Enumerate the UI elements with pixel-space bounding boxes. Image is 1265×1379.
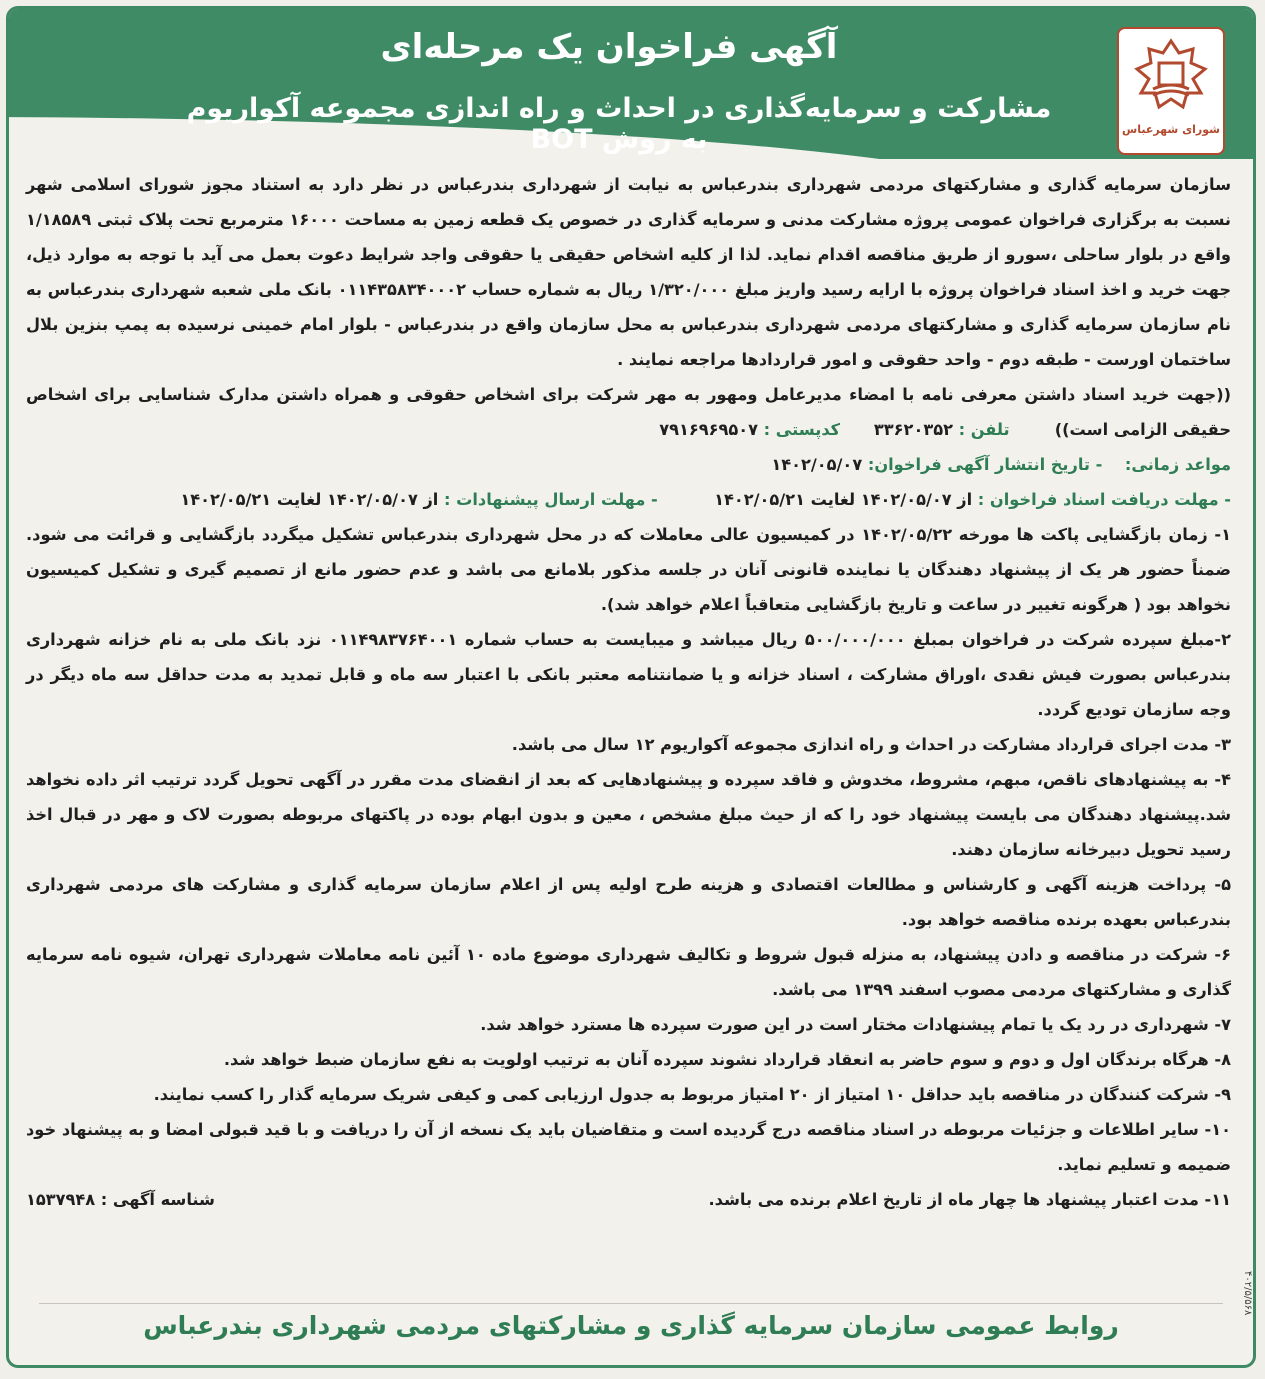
logo-caption: شورای شهرعباس xyxy=(1122,123,1220,136)
condition-item: ۸- هرگاه برندگان اول و دوم و سوم حاضر به انعقاد قرارداد نشوند سپرده آنان به ترتیب اولویت به نفع سازمان ضبط خواهد شد. xyxy=(223,1050,1231,1069)
schedule-block xyxy=(26,447,1231,517)
condition-item: ۹- شرکت کنندگان در مناقصه باید حداقل ۱۰ امتیاز از ۲۰ امتیاز مربوط به جدول ارزیابی کمی و کیفی شریک سرمایه گذار را کسب نمایند. xyxy=(153,1085,1231,1104)
phone-label: تلفن : xyxy=(958,420,1010,439)
submit-deadline-label: - مهلت ارسال پیشنهادات : xyxy=(444,490,658,509)
council-logo xyxy=(1117,27,1225,155)
conditions-list xyxy=(26,517,1231,1217)
postal-label: کدپستی : xyxy=(763,420,841,439)
notice-frame xyxy=(6,6,1256,1368)
publish-date-label: - تاریخ انتشار آگهی فراخوان: xyxy=(867,455,1103,474)
side-code: ۴۰۲/۵/۵۶۸ xyxy=(1242,1271,1253,1316)
condition-item-last: ۱۱- مدت اعتبار پیشنهاد ها چهار ماه از تاریخ اعلام برنده می باشد. xyxy=(708,1190,1231,1209)
condition-item: ۶- شرکت در مناقصه و دادن پیشنهاد، به منزله قبول شروط و تکالیف شهرداری موضوع ماده ۱۰ آئین نامه معاملات شهرداری تهران، شیوه نامه سرمایه گذاری و مشارکتهای مردمی مصوب اسفند ۱۳۹۹ می باشد. xyxy=(26,945,1231,999)
council-emblem-icon xyxy=(1131,37,1211,117)
ad-identifier: شناسه آگهی : ۱۵۳۷۹۴۸ xyxy=(26,1190,215,1209)
condition-item: ۱- زمان بازگشایی پاکت ها مورخه ۱۴۰۲/۰۵/۲۲ در کمیسیون عالی معاملات که در محل شهرداری بندرعباس تشکیل میگردد بازگشایی و قرائت می شود. ضمناً حضور هر یک از پیشنهاد دهندگان یا نماینده قانونی آنان در جلسه مذکور بلامانع می باشد و عدم حضور مانع از تصمیم گیری و تشکیل کمیسیون نخواهد بود ( هرگونه تغییر در ساعت و تاریخ بازگشایی متعاقباً اعلام خواهد شد). xyxy=(26,525,1231,614)
footer-divider xyxy=(39,1303,1223,1304)
phone-value: ۳۳۶۲۰۳۵۲ xyxy=(873,420,953,439)
condition-item: ۱۰- سایر اطلاعات و جزئیات مربوطه در اسناد مناقصه درج گردیده است و متقاضیان باید یک نسخه از آن را دریافت و با قید قبولی امضا و به پیشنهاد خود ضمیمه و تسلیم نماید. xyxy=(26,1120,1231,1174)
schedule-line-1 xyxy=(26,447,1231,482)
publish-date-value: ۱۴۰۲/۰۵/۰۷ xyxy=(771,455,863,474)
condition-item: ۴- به پیشنهادهای ناقص، مبهم، مشروط، مخدوش و فاقد سپرده و پیشنهادهایی که بعد از انقضای مدت مقرر در آگهی تحویل گردد ترتیب اثر داده نخواهد شد.پیشنهاد دهندگان می بایست پیشنهاد خود را که از حیث مبلغ مشخص ، معین و بدون ابهام بوده در پاکتهای مربوطه بصورت لاک و مهر در قبال اخذ رسید تحویل دبیرخانه سازمان دهند. xyxy=(26,770,1231,859)
notice-title: آگهی فراخوان یک مرحله‌ای xyxy=(380,27,838,67)
footer-signature: روابط عمومی سازمان سرمایه گذاری و مشارکتهای مردمی شهرداری بندرعباس xyxy=(143,1311,1119,1340)
postal-value: ۷۹۱۶۹۶۹۵۰۷ xyxy=(659,420,759,439)
last-item-row xyxy=(26,1182,1231,1217)
schedule-label: مواعد زمانی: xyxy=(1124,455,1231,474)
condition-item: ۳- مدت اجرای قرارداد مشارکت در احداث و راه اندازی مجموعه آکواریوم ۱۲ سال می باشد. xyxy=(511,735,1231,754)
condition-item: ۵- پرداخت هزینه آگهی و کارشناس و مطالعات اقتصادی و هزینه طرح اولیه پس از اعلام سازمان سرمایه گذاری و مشارکت های مردمی شهرداری بندرعباس بعهده برنده مناقصه خواهد بود. xyxy=(26,875,1231,929)
docs-deadline-value: از ۱۴۰۲/۰۵/۰۷ لغایت ۱۴۰۲/۰۵/۲۱ xyxy=(714,490,973,509)
notice-subtitle: مشارکت و سرمایه‌گذاری در احداث و راه اندازی مجموعه آکواریوم به روش BOT xyxy=(186,93,1052,155)
intro-paragraph: سازمان سرمایه گذاری و مشارکتهای مردمی شهرداری بندرعباس به نیابت از شهرداری بندرعباس در نظر دارد به استناد مجوز شورای اسلامی شهر نسبت به برگزاری فراخوان عمومی پروژه مشارکت مدنی و سرمایه گذاری در خصوص یک قطعه زمین به مساحت ۱۶۰۰۰ مترمربع تحت پلاک ثبتی ۱/۱۸۵۸۹ واقع در بلوار ساحلی ،سورو از طریق مناقصه اقدام نماید. لذا از کلیه اشخاص حقیقی یا حقوقی واجد شرایط دعوت بعمل می آید با توجه به موارد ذیل، جهت خرید و اخذ اسناد فراخوان پروژه با ارایه رسید واریز مبلغ ۱/۳۲۰/۰۰۰ ریال به شماره حساب ۰۱۱۴۳۵۸۳۴۰۰۰۲ بانک ملی شعبه شهرداری بندرعباس به نام سازمان سرمایه گذاری و مشارکتهای مردمی شهرداری بندرعباس به محل سازمان واقع در بندرعباس - بلوار امام خمینی نرسیده به پمپ بنزین بلال ساختمان اورست - طبقه دوم - واحد حقوقی و امور قراردادها مراجعه نمایند . xyxy=(26,175,1231,369)
condition-item: ۲-مبلغ سپرده شرکت در فراخوان بمبلغ ۵۰۰/۰۰۰/۰۰۰ ریال میباشد و میبایست به حساب شماره ۰۱۱۴۹۸۳۷۶۴۰۰۱ نزد بانک ملی به نام خزانه شهرداری بندرعباس بصورت فیش نقدی ،اوراق مشارکت ، اسناد خزانه و یا ضمانتنامه معتبر بانکی با اعتبار سه ماه و قابل تمدید به مدت حداقل سه ماه دیگر در وجه سازمان تودیع گردد. xyxy=(26,630,1231,719)
docs-deadline-label: - مهلت دریافت اسناد فراخوان : xyxy=(977,490,1231,509)
notice-body xyxy=(26,167,1231,1217)
condition-item: ۷- شهرداری در رد یک یا تمام پیشنهادات مختار است در این صورت سپرده ها مسترد خواهد شد. xyxy=(480,1015,1231,1034)
submit-deadline-value: از ۱۴۰۲/۰۵/۰۷ لغایت ۱۴۰۲/۰۵/۲۱ xyxy=(180,490,439,509)
schedule-line-2 xyxy=(26,482,1231,517)
contact-line xyxy=(659,420,1009,439)
requirements-note-text: ((جهت خرید اسناد داشتن معرفی نامه با امضاء مدیرعامل ومهور به مهر شرکت برای اشخاص حقوقی و همراه داشتن مدارک شناسایی برای اشخاص حقیقی الزامی است)) xyxy=(26,385,1231,439)
requirements-note xyxy=(26,377,1231,447)
